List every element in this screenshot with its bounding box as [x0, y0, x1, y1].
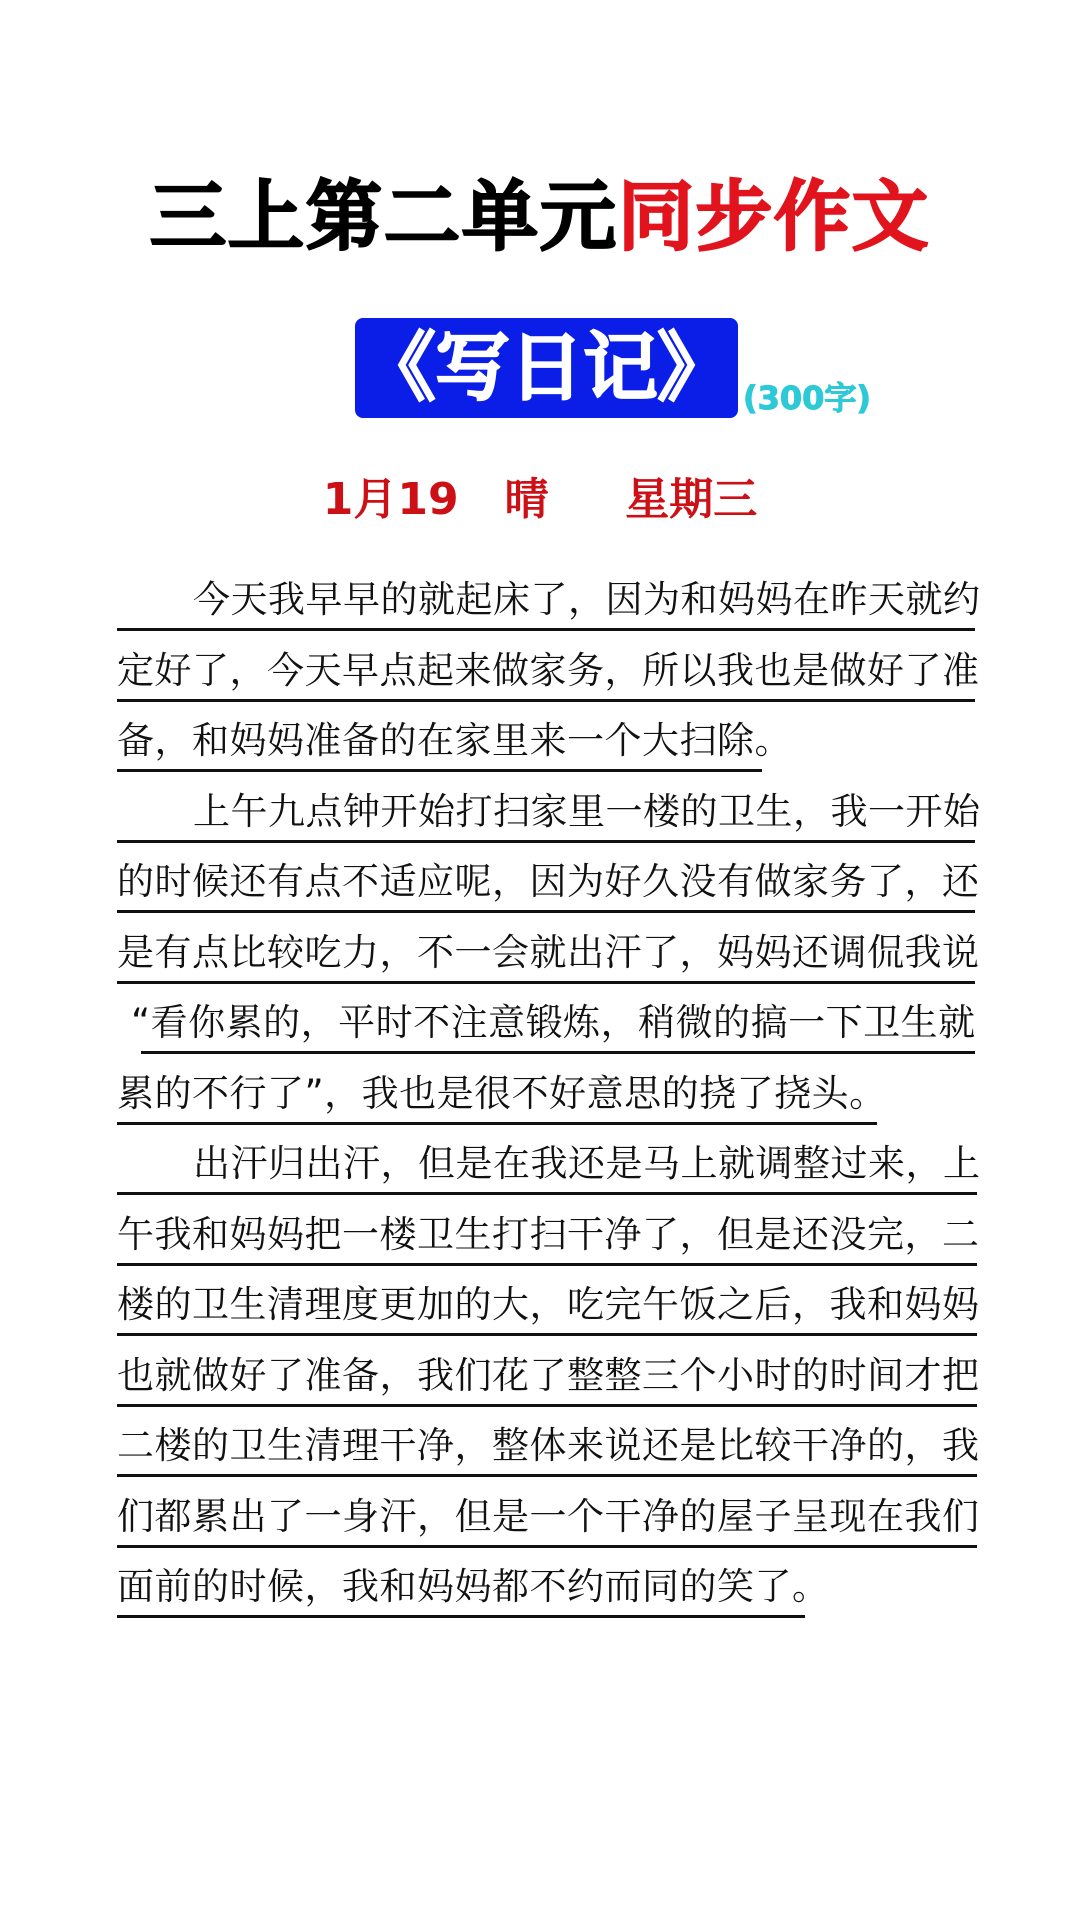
essay-line: 面前的时候，我和妈妈都不约而同的笑了。: [117, 1559, 977, 1630]
underline: [117, 628, 975, 631]
underline: [117, 1474, 977, 1477]
essay-title-badge: 《写日记》: [355, 318, 738, 418]
title-black-part: 三上第二单元: [150, 172, 618, 261]
underline: [117, 981, 975, 984]
diary-weekday: 星期三: [625, 474, 758, 525]
essay-line: 二楼的卫生清理干净，整体来说还是比较干净的，我: [117, 1418, 977, 1489]
diary-date: 1月19: [322, 474, 459, 525]
essay-line: 的时候还有点不适应呢，因为好久没有做家务了，还: [117, 854, 977, 925]
underline: [117, 1615, 805, 1618]
diary-dateline: [0, 470, 1080, 530]
diary-weather: 晴: [504, 474, 549, 525]
underline: [117, 910, 975, 913]
underline: [117, 1404, 977, 1407]
essay-line: 累的不行了”，我也是很不好意思的挠了挠头。: [117, 1066, 977, 1137]
essay-line: 备，和妈妈准备的在家里来一个大扫除。: [117, 713, 977, 784]
essay-line: 出汗归出汗，但是在我还是马上就调整过来，上: [117, 1136, 977, 1207]
underline: [117, 1263, 977, 1266]
essay-line: 上午九点钟开始打扫家里一楼的卫生，我一开始: [117, 784, 977, 855]
page-title: [0, 172, 1080, 262]
essay-line: 是有点比较吃力，不一会就出汗了，妈妈还调侃我说: [117, 925, 977, 996]
essay-body: [117, 572, 981, 1630]
essay-line: 午我和妈妈把一楼卫生打扫干净了，但是还没完，二: [117, 1207, 977, 1278]
essay-line: 楼的卫生清理度更加的大，吃完午饭之后，我和妈妈: [117, 1277, 977, 1348]
essay-line: 定好了，今天早点起来做家务，所以我也是做好了准: [117, 643, 977, 714]
underline: [117, 840, 975, 843]
underline: [117, 1333, 977, 1336]
essay-line: 也就做好了准备，我们花了整整三个小时的时间才把: [117, 1348, 977, 1419]
underline: [117, 1545, 977, 1548]
title-red-part: 同步作文: [618, 172, 930, 261]
underline: [117, 769, 762, 772]
underline: [117, 1192, 977, 1195]
essay-line: “看你累的，平时不注意锻炼，稍微的搞一下卫生就: [117, 995, 977, 1066]
essay-line: 今天我早早的就起床了，因为和妈妈在昨天就约: [117, 572, 977, 643]
essay-line: 们都累出了一身汗，但是一个干净的屋子呈现在我们: [117, 1489, 977, 1560]
underline: [141, 1051, 975, 1054]
underline: [117, 1122, 877, 1125]
underline: [117, 699, 975, 702]
word-count-label: (300字): [743, 379, 872, 417]
